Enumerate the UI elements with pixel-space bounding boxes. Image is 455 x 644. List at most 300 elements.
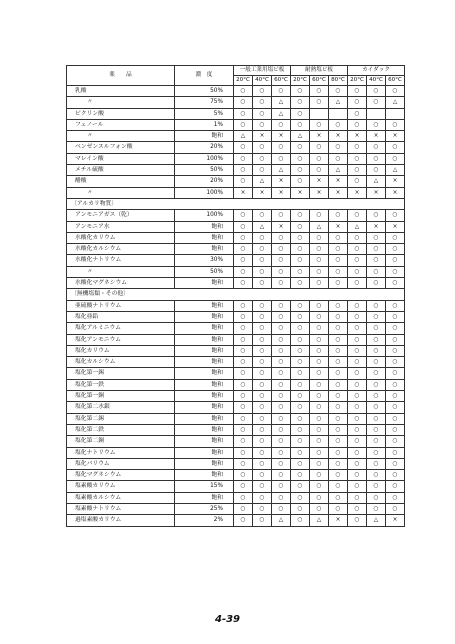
resistance-rating: ○ — [310, 266, 329, 277]
resistance-rating: ○ — [291, 345, 310, 356]
resistance-rating: × — [310, 176, 329, 187]
resistance-rating: ○ — [367, 97, 386, 108]
concentration: 1% — [175, 119, 234, 130]
chemical-name: アンモニア水 — [67, 221, 175, 232]
resistance-rating: ○ — [291, 153, 310, 164]
resistance-rating: ○ — [386, 503, 405, 514]
resistance-rating: ○ — [310, 86, 329, 97]
header-temp: 60°C — [310, 76, 329, 86]
chemical-name: 水酸化カルシウム — [67, 244, 175, 255]
resistance-rating: ○ — [253, 492, 272, 503]
chemical-name: 塩化亜鉛 — [67, 311, 175, 322]
resistance-rating: ○ — [291, 119, 310, 130]
resistance-rating: ○ — [234, 334, 253, 345]
resistance-rating: ○ — [272, 278, 291, 289]
table-group-row — [67, 198, 405, 209]
resistance-rating: ○ — [367, 368, 386, 379]
resistance-rating: ○ — [348, 357, 367, 368]
resistance-rating: ○ — [234, 481, 253, 492]
resistance-rating: ○ — [291, 447, 310, 458]
resistance-rating: ○ — [310, 97, 329, 108]
resistance-rating: ○ — [348, 165, 367, 176]
chemical-name: 〃 — [67, 266, 175, 277]
resistance-rating: ○ — [272, 436, 291, 447]
chemical-name: 塩化バリウム — [67, 458, 175, 469]
table-group-row — [67, 289, 405, 300]
resistance-rating: ○ — [348, 244, 367, 255]
chemical-name: 塩化カルシウム — [67, 357, 175, 368]
table-row — [67, 368, 405, 379]
resistance-rating: ○ — [253, 334, 272, 345]
resistance-rating: ○ — [272, 413, 291, 424]
resistance-rating: ○ — [329, 142, 348, 153]
concentration: 飽和 — [175, 379, 234, 390]
concentration: 飽和 — [175, 278, 234, 289]
resistance-rating: ○ — [348, 300, 367, 311]
table-row — [67, 187, 405, 198]
resistance-rating: × — [367, 221, 386, 232]
resistance-rating: ○ — [272, 86, 291, 97]
table-row — [67, 447, 405, 458]
resistance-rating: ○ — [234, 402, 253, 413]
resistance-rating: × — [367, 187, 386, 198]
resistance-rating: × — [329, 176, 348, 187]
concentration: 75% — [175, 97, 234, 108]
concentration: 100% — [175, 210, 234, 221]
resistance-rating: ○ — [234, 255, 253, 266]
concentration: 50% — [175, 165, 234, 176]
resistance-rating: ○ — [291, 176, 310, 187]
table-row — [67, 142, 405, 153]
resistance-rating: ○ — [253, 481, 272, 492]
header-group-general-pvc: 一般工業用塩ビ板 — [234, 66, 291, 76]
resistance-rating: ○ — [329, 210, 348, 221]
resistance-rating: ○ — [386, 481, 405, 492]
resistance-rating: ○ — [272, 119, 291, 130]
resistance-rating: ○ — [367, 311, 386, 322]
table-row — [67, 119, 405, 130]
resistance-rating: ○ — [234, 368, 253, 379]
chemical-name: 塩化第二錫 — [67, 413, 175, 424]
resistance-rating: ○ — [234, 232, 253, 243]
resistance-rating: △ — [348, 221, 367, 232]
resistance-rating: ○ — [234, 515, 253, 526]
resistance-rating: ○ — [272, 424, 291, 435]
resistance-rating: ○ — [348, 176, 367, 187]
resistance-rating: ○ — [291, 210, 310, 221]
resistance-rating: ○ — [272, 492, 291, 503]
resistance-rating: ○ — [348, 108, 367, 119]
table-row — [67, 436, 405, 447]
table-row — [67, 97, 405, 108]
resistance-rating: × — [386, 515, 405, 526]
table-row — [67, 323, 405, 334]
resistance-rating: ○ — [386, 266, 405, 277]
resistance-rating: ○ — [310, 323, 329, 334]
resistance-rating: ○ — [348, 311, 367, 322]
resistance-rating: ○ — [386, 278, 405, 289]
table-row — [67, 402, 405, 413]
resistance-rating: △ — [272, 165, 291, 176]
resistance-rating: ○ — [386, 153, 405, 164]
resistance-rating: ○ — [348, 323, 367, 334]
resistance-rating: △ — [253, 221, 272, 232]
table-row — [67, 153, 405, 164]
resistance-rating: × — [348, 187, 367, 198]
resistance-rating: ○ — [253, 368, 272, 379]
table-row — [67, 379, 405, 390]
resistance-rating: ○ — [272, 232, 291, 243]
table-row — [67, 334, 405, 345]
resistance-rating: ○ — [386, 470, 405, 481]
resistance-rating: ○ — [234, 436, 253, 447]
resistance-rating: ○ — [253, 232, 272, 243]
resistance-rating: ○ — [348, 97, 367, 108]
resistance-rating: ○ — [291, 492, 310, 503]
resistance-rating: ○ — [367, 232, 386, 243]
resistance-rating: ○ — [272, 142, 291, 153]
table-row — [67, 244, 405, 255]
concentration: 100% — [175, 187, 234, 198]
resistance-rating: ○ — [234, 153, 253, 164]
resistance-rating: ○ — [348, 334, 367, 345]
resistance-rating: ○ — [310, 165, 329, 176]
concentration: 飽和 — [175, 470, 234, 481]
resistance-rating: ○ — [272, 323, 291, 334]
resistance-rating: ○ — [272, 447, 291, 458]
resistance-rating: ○ — [291, 458, 310, 469]
resistance-rating: ○ — [291, 255, 310, 266]
resistance-rating: ○ — [367, 334, 386, 345]
resistance-rating: ○ — [310, 458, 329, 469]
resistance-rating: ○ — [310, 481, 329, 492]
resistance-rating: ○ — [234, 221, 253, 232]
resistance-rating: ○ — [310, 492, 329, 503]
concentration: 20% — [175, 176, 234, 187]
table-row — [67, 470, 405, 481]
resistance-rating: ○ — [291, 515, 310, 526]
resistance-rating: ○ — [272, 266, 291, 277]
resistance-rating: ○ — [234, 492, 253, 503]
chemical-name: 塩化カリウム — [67, 345, 175, 356]
resistance-rating: ○ — [310, 334, 329, 345]
resistance-rating: ○ — [386, 300, 405, 311]
resistance-rating: ○ — [253, 391, 272, 402]
resistance-rating: ○ — [253, 447, 272, 458]
resistance-rating: △ — [367, 515, 386, 526]
resistance-rating: ○ — [329, 345, 348, 356]
resistance-rating: ○ — [386, 458, 405, 469]
resistance-rating: ○ — [291, 142, 310, 153]
resistance-rating: ○ — [234, 357, 253, 368]
resistance-rating: ○ — [329, 368, 348, 379]
resistance-rating: ○ — [253, 97, 272, 108]
resistance-rating: × — [310, 187, 329, 198]
resistance-rating: ○ — [348, 481, 367, 492]
resistance-rating: ○ — [234, 266, 253, 277]
chemical-name: 塩化ナトリウム — [67, 447, 175, 458]
table-row — [67, 492, 405, 503]
resistance-rating: ○ — [329, 334, 348, 345]
resistance-rating: ○ — [310, 300, 329, 311]
resistance-rating: ○ — [386, 323, 405, 334]
resistance-rating: ○ — [253, 413, 272, 424]
resistance-rating: ○ — [386, 492, 405, 503]
resistance-rating: ○ — [234, 97, 253, 108]
resistance-rating: ○ — [310, 436, 329, 447]
resistance-rating: ○ — [291, 391, 310, 402]
resistance-rating: ○ — [329, 266, 348, 277]
resistance-rating: ○ — [291, 503, 310, 514]
chemical-name: 塩素酸カリウム — [67, 481, 175, 492]
resistance-rating: ○ — [386, 402, 405, 413]
resistance-rating: ○ — [329, 278, 348, 289]
resistance-rating: ○ — [234, 413, 253, 424]
resistance-rating: ○ — [329, 402, 348, 413]
resistance-rating: ○ — [348, 492, 367, 503]
resistance-rating: ○ — [234, 86, 253, 97]
resistance-rating: × — [253, 131, 272, 142]
table-row — [67, 278, 405, 289]
concentration: 50% — [175, 266, 234, 277]
resistance-rating: ○ — [386, 345, 405, 356]
resistance-rating: △ — [253, 176, 272, 187]
resistance-rating: ○ — [310, 368, 329, 379]
resistance-rating: ○ — [272, 503, 291, 514]
resistance-rating: ○ — [348, 436, 367, 447]
chemical-name: 〃 — [67, 187, 175, 198]
resistance-rating: ○ — [348, 368, 367, 379]
resistance-rating: ○ — [386, 447, 405, 458]
chemical-name: ベンゼンスルフォン酸 — [67, 142, 175, 153]
resistance-rating: ○ — [329, 424, 348, 435]
resistance-rating: ○ — [234, 108, 253, 119]
resistance-rating: ○ — [367, 458, 386, 469]
resistance-rating: ○ — [348, 86, 367, 97]
table-row — [67, 424, 405, 435]
resistance-rating: ○ — [272, 244, 291, 255]
resistance-rating: ○ — [272, 311, 291, 322]
resistance-rating: ○ — [348, 278, 367, 289]
concentration: 25% — [175, 503, 234, 514]
resistance-rating: △ — [386, 97, 405, 108]
header-temp: 40°C — [253, 76, 272, 86]
resistance-rating: ○ — [272, 345, 291, 356]
concentration: 飽和 — [175, 232, 234, 243]
table-row — [67, 108, 405, 119]
resistance-rating: ○ — [367, 278, 386, 289]
resistance-rating: ○ — [329, 86, 348, 97]
resistance-rating: ○ — [329, 481, 348, 492]
resistance-rating — [386, 108, 405, 119]
resistance-rating: ○ — [367, 357, 386, 368]
resistance-rating: ○ — [367, 470, 386, 481]
resistance-rating: × — [272, 221, 291, 232]
resistance-rating: ○ — [291, 436, 310, 447]
resistance-rating: ○ — [272, 334, 291, 345]
header-group-kydac: カイダック — [348, 66, 405, 76]
concentration: 2% — [175, 515, 234, 526]
resistance-rating: ○ — [367, 255, 386, 266]
resistance-rating: ○ — [291, 165, 310, 176]
resistance-rating: △ — [310, 515, 329, 526]
resistance-rating: × — [348, 131, 367, 142]
resistance-rating: △ — [386, 165, 405, 176]
chemical-name: 過塩素酸カリウム — [67, 515, 175, 526]
resistance-rating: ○ — [310, 391, 329, 402]
resistance-rating: ○ — [291, 424, 310, 435]
resistance-rating: ○ — [367, 210, 386, 221]
resistance-rating: ○ — [329, 357, 348, 368]
concentration: 飽和 — [175, 447, 234, 458]
resistance-rating: ○ — [329, 244, 348, 255]
resistance-rating: ○ — [310, 153, 329, 164]
header-temp: 40°C — [367, 76, 386, 86]
resistance-rating: ○ — [386, 334, 405, 345]
resistance-rating: ○ — [253, 153, 272, 164]
resistance-rating: ○ — [367, 413, 386, 424]
resistance-rating: ○ — [367, 153, 386, 164]
chemical-name: 乳酸 — [67, 86, 175, 97]
table-row — [67, 266, 405, 277]
resistance-rating: ○ — [253, 503, 272, 514]
resistance-rating: ○ — [348, 153, 367, 164]
resistance-rating: ○ — [310, 311, 329, 322]
resistance-rating: ○ — [367, 481, 386, 492]
concentration: 飽和 — [175, 357, 234, 368]
resistance-rating: ○ — [329, 379, 348, 390]
resistance-rating: △ — [367, 176, 386, 187]
concentration: 15% — [175, 481, 234, 492]
resistance-rating: × — [272, 176, 291, 187]
header-temp: 20°C — [234, 76, 253, 86]
header-temp: 60°C — [386, 76, 405, 86]
resistance-rating: ○ — [329, 413, 348, 424]
resistance-rating: ○ — [348, 266, 367, 277]
resistance-rating: × — [272, 187, 291, 198]
header-chemical: 薬 品 — [67, 66, 175, 86]
resistance-rating: × — [329, 131, 348, 142]
resistance-rating: ○ — [253, 311, 272, 322]
resistance-rating: ○ — [386, 255, 405, 266]
resistance-rating: ○ — [291, 402, 310, 413]
resistance-rating: ○ — [348, 515, 367, 526]
resistance-rating: ○ — [253, 142, 272, 153]
resistance-rating: ○ — [272, 391, 291, 402]
resistance-rating: ○ — [386, 119, 405, 130]
table-row — [67, 345, 405, 356]
resistance-rating: ○ — [329, 153, 348, 164]
chemical-name: 〃 — [67, 97, 175, 108]
concentration: 飽和 — [175, 391, 234, 402]
resistance-rating: ○ — [291, 97, 310, 108]
resistance-rating: × — [272, 131, 291, 142]
resistance-rating: ○ — [253, 323, 272, 334]
table-row — [67, 176, 405, 187]
resistance-rating: ○ — [386, 210, 405, 221]
resistance-rating: ○ — [386, 413, 405, 424]
resistance-rating: △ — [310, 221, 329, 232]
resistance-rating: ○ — [234, 503, 253, 514]
resistance-rating: ○ — [348, 447, 367, 458]
resistance-rating: ○ — [253, 436, 272, 447]
table-row — [67, 300, 405, 311]
resistance-rating: ○ — [253, 278, 272, 289]
table-row — [67, 221, 405, 232]
header-temp: 60°C — [272, 76, 291, 86]
resistance-rating: ○ — [367, 447, 386, 458]
resistance-rating: ○ — [291, 86, 310, 97]
resistance-rating: ○ — [386, 391, 405, 402]
resistance-rating: ○ — [253, 266, 272, 277]
resistance-rating: ○ — [272, 470, 291, 481]
resistance-rating: ○ — [329, 119, 348, 130]
chemical-name: フェノール — [67, 119, 175, 130]
resistance-rating: ○ — [329, 323, 348, 334]
resistance-rating: ○ — [234, 424, 253, 435]
chemical-name: 塩化第二銅 — [67, 436, 175, 447]
concentration: 飽和 — [175, 458, 234, 469]
resistance-rating: × — [386, 221, 405, 232]
resistance-rating: ○ — [291, 266, 310, 277]
resistance-rating: ○ — [253, 424, 272, 435]
resistance-rating: ○ — [234, 323, 253, 334]
resistance-rating: ○ — [367, 165, 386, 176]
resistance-rating: ○ — [310, 232, 329, 243]
resistance-rating: ○ — [234, 300, 253, 311]
resistance-rating: ○ — [291, 470, 310, 481]
resistance-rating: ○ — [348, 210, 367, 221]
table-row — [67, 357, 405, 368]
resistance-rating: ○ — [367, 345, 386, 356]
concentration: 飽和 — [175, 368, 234, 379]
resistance-rating: ○ — [367, 402, 386, 413]
resistance-rating: ○ — [310, 345, 329, 356]
resistance-rating: ○ — [310, 424, 329, 435]
resistance-rating: ○ — [310, 119, 329, 130]
concentration: 飽和 — [175, 323, 234, 334]
resistance-rating: ○ — [348, 345, 367, 356]
resistance-rating: △ — [329, 97, 348, 108]
concentration: 30% — [175, 255, 234, 266]
resistance-rating: ○ — [272, 300, 291, 311]
concentration: 飽和 — [175, 345, 234, 356]
concentration: 50% — [175, 86, 234, 97]
resistance-rating: ○ — [367, 300, 386, 311]
concentration: 飽和 — [175, 244, 234, 255]
concentration: 20% — [175, 142, 234, 153]
resistance-rating: ○ — [386, 142, 405, 153]
resistance-rating — [310, 108, 329, 119]
resistance-rating: × — [329, 221, 348, 232]
concentration: 5% — [175, 108, 234, 119]
concentration: 飽和 — [175, 311, 234, 322]
resistance-rating: ○ — [272, 255, 291, 266]
resistance-rating: ○ — [291, 481, 310, 492]
resistance-rating: ○ — [272, 402, 291, 413]
header-group-heat-resistant-pvc: 耐熱塩ビ板 — [291, 66, 348, 76]
resistance-rating: × — [291, 187, 310, 198]
resistance-rating: ○ — [367, 266, 386, 277]
chemical-name: 水酸化ナトリウム — [67, 255, 175, 266]
resistance-rating: ○ — [234, 244, 253, 255]
resistance-rating: ○ — [291, 221, 310, 232]
resistance-rating: ○ — [291, 323, 310, 334]
resistance-rating: ○ — [291, 334, 310, 345]
resistance-rating: ○ — [310, 402, 329, 413]
resistance-rating: ○ — [253, 86, 272, 97]
resistance-rating: ○ — [348, 503, 367, 514]
